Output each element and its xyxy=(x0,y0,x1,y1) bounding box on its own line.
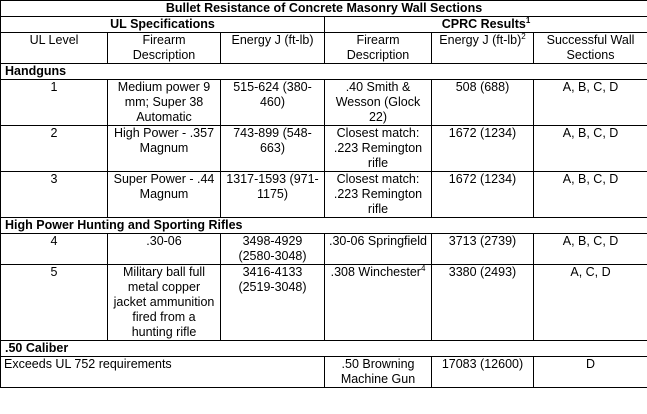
cell-level: 5 xyxy=(1,265,108,341)
col-ul-energy: Energy J (ft-lb) xyxy=(221,33,325,64)
cell-ul-firearm: Super Power - .44 Magnum xyxy=(108,172,221,218)
col-ul-level: UL Level xyxy=(1,33,108,64)
cell-ul-firearm: Military ball full metal copper jacket ammunition fired from a hunting rifle xyxy=(108,265,221,341)
cell-cprc-firearm: .40 Smith & Wesson (Glock 22) xyxy=(325,80,432,126)
title-row xyxy=(1,1,647,17)
table-row xyxy=(1,80,647,126)
cell-level: 3 xyxy=(1,172,108,218)
cell-level: 1 xyxy=(1,80,108,126)
section-row-handguns xyxy=(1,64,647,80)
cell-ul-energy: 743-899 (548-663) xyxy=(221,126,325,172)
cell-level: 2 xyxy=(1,126,108,172)
table-row xyxy=(1,357,647,388)
col-cprc-energy: Energy J $(ft-lb)^2$ xyxy=(432,33,534,64)
cell-walls: A, C, D xyxy=(534,265,647,341)
cell-cprc-energy: 508 (688) xyxy=(432,80,534,126)
column-header-row xyxy=(1,33,647,64)
section-row-50-caliber xyxy=(1,341,647,357)
cell-walls: A, B, C, D xyxy=(534,172,647,218)
cell-walls: A, B, C, D xyxy=(534,80,647,126)
col-cprc-firearm: Firearm Description xyxy=(325,33,432,64)
cell-cprc-firearm: .50 Browning Machine Gun xyxy=(325,357,432,388)
section-label: Handguns xyxy=(1,64,647,80)
col-ul-firearm: Firearm Description xyxy=(108,33,221,64)
cell-walls: A, B, C, D xyxy=(534,234,647,265)
footnote-marker: 2 xyxy=(521,31,526,41)
cell-cprc-energy: 1672 (1234) xyxy=(432,126,534,172)
cell-ul-energy: 1317-1593 (971-1175) xyxy=(221,172,325,218)
cell-cprc-energy: 3380 (2493) xyxy=(432,265,534,341)
cell-walls: A, B, C, D xyxy=(534,126,647,172)
table-row xyxy=(1,234,647,265)
section-label: .50 Caliber xyxy=(1,341,647,357)
cell-ul-firearm: .30-06 xyxy=(108,234,221,265)
cell-cprc-firearm: Closest match: .223 Remington rifle xyxy=(325,126,432,172)
group-header-row xyxy=(1,17,647,33)
table-title: Bullet Resistance of Concrete Masonry Wall Sections xyxy=(1,1,647,17)
footnote-marker: 1 xyxy=(525,15,531,25)
cell-level: 4 xyxy=(1,234,108,265)
table-row xyxy=(1,126,647,172)
cell-walls: D xyxy=(534,357,647,388)
cell-ul-exceeds: Exceeds UL 752 requirements xyxy=(1,357,325,388)
section-row-rifles xyxy=(1,218,647,234)
cell-cprc-energy: 3713 (2739) xyxy=(432,234,534,265)
cprc-results-header: CPRC Results$^1$ xyxy=(325,17,647,33)
col-successful-walls: Successful Wall Sections xyxy=(534,33,647,64)
cell-ul-firearm: High Power - .357 Magnum xyxy=(108,126,221,172)
cell-cprc-energy: 1672 (1234) xyxy=(432,172,534,218)
cell-ul-energy: 3498-4929 (2580-3048) xyxy=(221,234,325,265)
cell-cprc-firearm: .308 Winchester$^4$ xyxy=(325,265,432,341)
footnote-marker: 4 xyxy=(420,263,426,273)
section-label: High Power Hunting and Sporting Rifles xyxy=(1,218,647,234)
cell-ul-energy: 3416-4133 (2519-3048) xyxy=(221,265,325,341)
cell-ul-energy: 515-624 (380-460) xyxy=(221,80,325,126)
ul-specifications-header: UL Specifications xyxy=(1,17,325,33)
table-row xyxy=(1,265,647,341)
cell-ul-firearm: Medium power 9 mm; Super 38 Automatic xyxy=(108,80,221,126)
cell-cprc-energy: 17083 (12600) xyxy=(432,357,534,388)
cell-cprc-firearm: .30-06 Springfield xyxy=(325,234,432,265)
cell-cprc-firearm: Closest match: .223 Remington rifle xyxy=(325,172,432,218)
table-row xyxy=(1,172,647,218)
